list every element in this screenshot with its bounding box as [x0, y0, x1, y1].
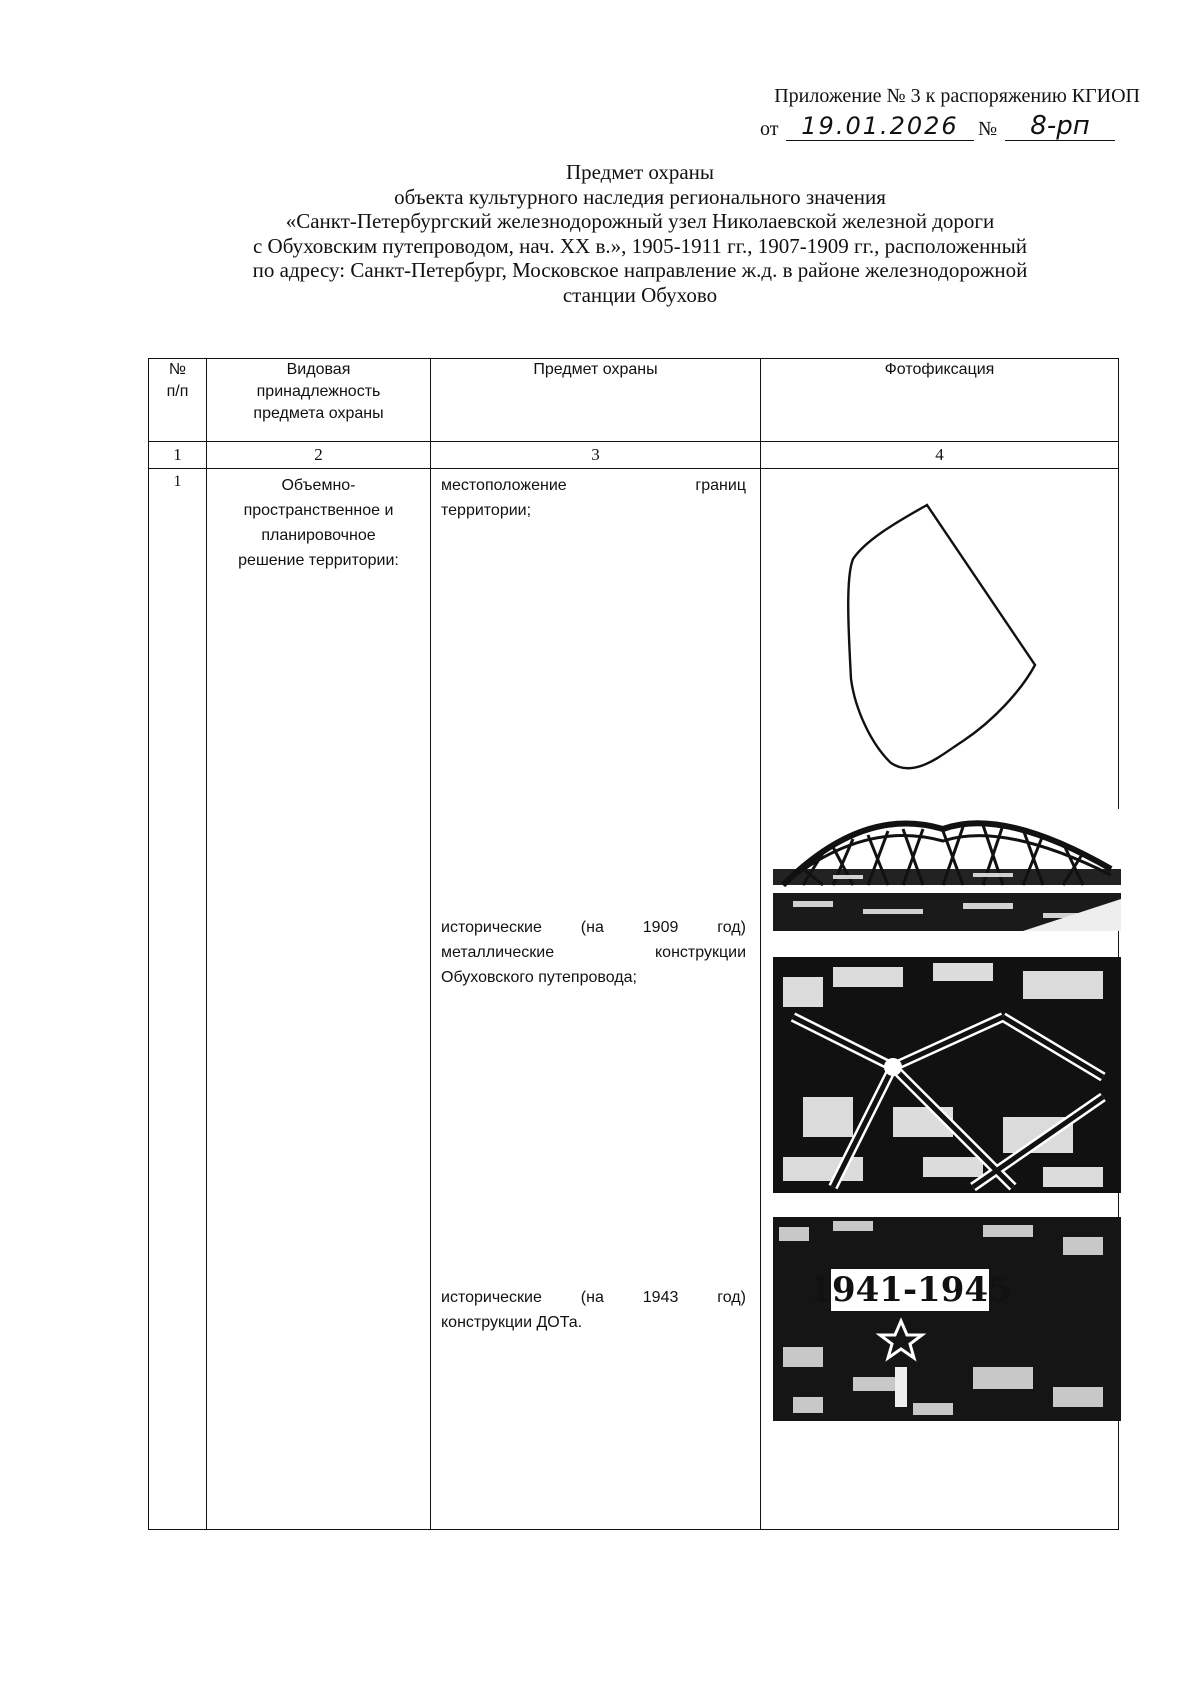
order-number: 8-рп: [1005, 112, 1115, 141]
header-number: [149, 359, 207, 442]
protection-table: [148, 358, 1119, 1530]
obukhov-overpass-photo: [773, 809, 1121, 931]
subject-line: конструкции ДОТа.: [441, 1314, 583, 1331]
order-line: [760, 112, 1120, 146]
word: 1909: [642, 919, 679, 936]
column-number: 2: [207, 442, 431, 469]
subject-line: Обуховского путепровода;: [441, 969, 637, 986]
order-date: 19.01.2026: [786, 112, 974, 141]
header-category-line: Видовая: [286, 361, 351, 378]
territory-boundary-plan: [773, 479, 1121, 799]
header-subject: Предмет охраны: [431, 359, 761, 442]
subject-item: [441, 473, 746, 523]
dot-bunker-photo: [773, 1217, 1121, 1421]
title-line: Предмет охраны: [565, 160, 715, 184]
header-category: [207, 359, 431, 442]
word: металлические: [441, 944, 555, 961]
subject-line: [441, 915, 746, 940]
word: конструкции: [655, 944, 746, 961]
word: 1943: [642, 1289, 679, 1306]
boundary-outline: [848, 505, 1035, 768]
photo-cell: [761, 469, 1119, 1530]
subject-line: [441, 1285, 746, 1310]
column-number-row: [149, 442, 1119, 469]
from-label: от: [760, 118, 779, 140]
word: исторические: [441, 1289, 542, 1306]
row-number: 1: [149, 469, 207, 1530]
overpass-truss-detail-photo: [773, 957, 1121, 1193]
word: исторические: [441, 919, 542, 936]
title-line: по адресу: Санкт-Петербург, Московское направление ж.д. в районе железнодорожной: [252, 258, 1028, 282]
header-number-symbol: №: [168, 361, 187, 378]
header-number-abbr: п/п: [166, 383, 189, 400]
word: год): [717, 919, 746, 936]
header-photo: Фотофиксация: [761, 359, 1119, 442]
category-line: пространственное и: [243, 502, 394, 519]
word: год): [717, 1289, 746, 1306]
table-header-row: [149, 359, 1119, 442]
title-line: с Обуховским путепроводом, нач. XX в.», 1905-1911 гг., 1907-1909 гг., расположенный: [252, 233, 1028, 258]
category-line: решение территории:: [238, 552, 399, 569]
subject-cell: [431, 469, 761, 1530]
subject-line: территории;: [441, 502, 532, 519]
appendix-line: Приложение № 3 к распоряжению КГИОП: [774, 85, 1140, 107]
title-line: «Санкт-Петербургский железнодорожный узел Николаевской железной дороги: [285, 209, 995, 233]
column-number: 4: [761, 442, 1119, 469]
word: (на: [580, 919, 604, 936]
column-number: 1: [149, 442, 207, 469]
table-row: [149, 469, 1119, 1530]
category-cell: [207, 469, 431, 1530]
number-label: №: [978, 118, 998, 140]
column-number: 3: [431, 442, 761, 469]
word: (на: [580, 1289, 604, 1306]
subject-line: [441, 473, 746, 498]
dot-inscription: 1941-1945: [808, 1270, 1012, 1310]
word: границ: [695, 477, 746, 494]
document-title: [150, 160, 1130, 307]
subject-line: [441, 940, 746, 965]
subject-item: [441, 1285, 746, 1335]
category-line: Объемно-: [281, 477, 356, 494]
title-line: станции Обухово: [562, 282, 718, 307]
subject-item: [441, 915, 746, 990]
word: местоположение: [441, 477, 567, 494]
category-line: планировочное: [261, 527, 376, 544]
header-category-line: предмета охраны: [253, 405, 384, 422]
header-category-line: принадлежность: [256, 383, 381, 400]
title-line: объекта культурного наследия регионального значения: [394, 184, 886, 209]
